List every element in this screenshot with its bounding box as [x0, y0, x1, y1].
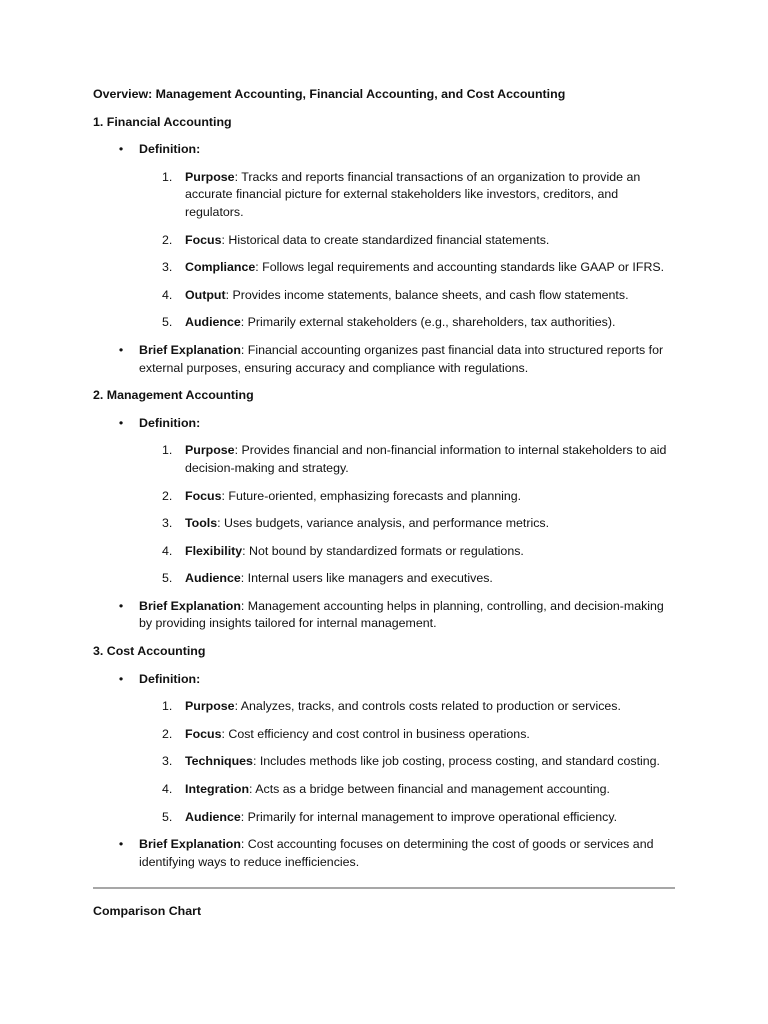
item-label: Integration [185, 782, 250, 797]
list-number: 5. [162, 809, 173, 824]
item-text: : Analyzes, tracks, and controls costs related to production or services. [234, 699, 621, 714]
item-label: Purpose [185, 443, 235, 458]
item-label: Flexibility [185, 543, 243, 558]
list-number: 3. [162, 516, 173, 531]
list-number: 2. [162, 232, 173, 247]
definition-label: Definition: [139, 142, 201, 157]
list-number: 4. [162, 287, 173, 302]
section-heading: 2. Management Accounting [93, 388, 254, 403]
item-label: Focus [185, 232, 222, 247]
section-heading: 1. Financial Accounting [93, 114, 232, 129]
list-item [93, 314, 675, 332]
bullet-icon: • [118, 415, 124, 430]
list-number: 2. [162, 488, 173, 503]
section-heading: 3. Cost Accounting [93, 644, 206, 659]
bullet-icon: • [118, 837, 124, 852]
item-label: Compliance [185, 260, 256, 275]
brief-text: : Financial accounting organizes past financial data into structured reports for external purposes, ensuring accuracy and compliance with regulations. [139, 342, 664, 375]
item-text: : Provides financial and non-financial information to internal stakeholders to aid decision-making and strategy. [185, 443, 667, 475]
list-item [93, 287, 675, 305]
definition-list [93, 169, 675, 332]
list-number: 1. [162, 443, 173, 458]
item-text: : Future-oriented, emphasizing forecasts and planning. [221, 488, 522, 503]
bullet-icon: • [118, 142, 124, 157]
brief-explanation-bullet [93, 836, 675, 871]
list-item [93, 698, 675, 716]
bullet-icon: • [118, 598, 124, 613]
item-label: Audience [185, 809, 241, 824]
list-number: 3. [162, 754, 173, 769]
item-text: : Provides income statements, balance sheets, and cash flow statements. [225, 287, 629, 302]
list-item [93, 442, 675, 477]
definition-label: Definition: [139, 415, 201, 430]
section-management-accounting [93, 387, 675, 633]
brief-text: : Cost accounting focuses on determining the cost of goods or services and identifying ways to reduce inefficiencies. [139, 837, 654, 869]
item-label: Tools [185, 516, 218, 531]
definition-label: Definition: [139, 671, 201, 686]
list-item [93, 781, 675, 799]
list-item [93, 753, 675, 771]
section-cost-accounting [93, 643, 675, 871]
brief-label: Brief Explanation [139, 598, 241, 613]
list-item [93, 488, 675, 506]
item-label: Purpose [185, 169, 235, 184]
definition-list [93, 442, 675, 588]
item-label: Focus [185, 488, 222, 503]
section-financial-accounting [93, 114, 675, 378]
list-item [93, 259, 675, 277]
item-label: Techniques [185, 754, 253, 769]
list-item [93, 809, 675, 827]
brief-explanation-bullet [93, 342, 675, 377]
item-label: Purpose [185, 699, 235, 714]
item-text: : Internal users like managers and executives. [240, 571, 493, 586]
list-number: 4. [162, 782, 173, 797]
item-label: Audience [185, 571, 241, 586]
brief-label: Brief Explanation [139, 342, 241, 357]
list-number: 5. [162, 571, 173, 586]
list-number: 1. [162, 699, 173, 714]
definition-bullet [93, 141, 675, 159]
list-item [93, 543, 675, 561]
brief-text: : Management accounting helps in planning, controlling, and decision-making by providing insights tailored for internal management. [139, 598, 664, 631]
item-text: : Primarily external stakeholders (e.g., shareholders, tax authorities). [240, 315, 616, 330]
list-item [93, 232, 675, 250]
item-text: : Includes methods like job costing, process costing, and standard costing. [252, 754, 660, 769]
item-text: : Primarily for internal management to improve operational efficiency. [240, 809, 618, 824]
item-label: Focus [185, 726, 222, 741]
item-text: : Historical data to create standardized financial statements. [221, 232, 550, 247]
item-text: : Acts as a bridge between financial and management accounting. [249, 782, 610, 797]
list-item [93, 515, 675, 533]
bullet-icon: • [118, 671, 124, 686]
document-body [93, 86, 675, 921]
definition-bullet [93, 415, 675, 433]
item-label: Audience [185, 315, 241, 330]
page-title: Overview: Management Accounting, Financial Accounting, and Cost Accounting [93, 87, 566, 101]
comparison-chart-title: Comparison Chart [93, 904, 202, 919]
list-item [93, 726, 675, 744]
list-number: 3. [162, 260, 173, 275]
item-text: : Tracks and reports financial transactions of an organization to provide an accurate financial picture for external stakeholders like investors, creditors, and regulators. [185, 169, 641, 219]
list-item [93, 570, 675, 588]
list-number: 4. [162, 543, 173, 558]
item-text: : Not bound by standardized formats or regulations. [242, 543, 524, 558]
bullet-icon: • [118, 342, 124, 357]
definition-bullet [93, 671, 675, 689]
list-number: 5. [162, 315, 173, 330]
item-text: : Cost efficiency and cost control in business operations. [221, 726, 530, 741]
list-number: 2. [162, 726, 173, 741]
definition-list [93, 698, 675, 826]
list-item [93, 169, 675, 222]
brief-explanation-bullet [93, 598, 675, 633]
list-number: 1. [162, 169, 173, 184]
item-text: : Uses budgets, variance analysis, and performance metrics. [217, 516, 550, 531]
brief-label: Brief Explanation [139, 837, 241, 852]
horizontal-divider [93, 887, 675, 889]
item-text: : Follows legal requirements and accounting standards like GAAP or IFRS. [255, 260, 665, 275]
item-label: Output [185, 287, 226, 302]
